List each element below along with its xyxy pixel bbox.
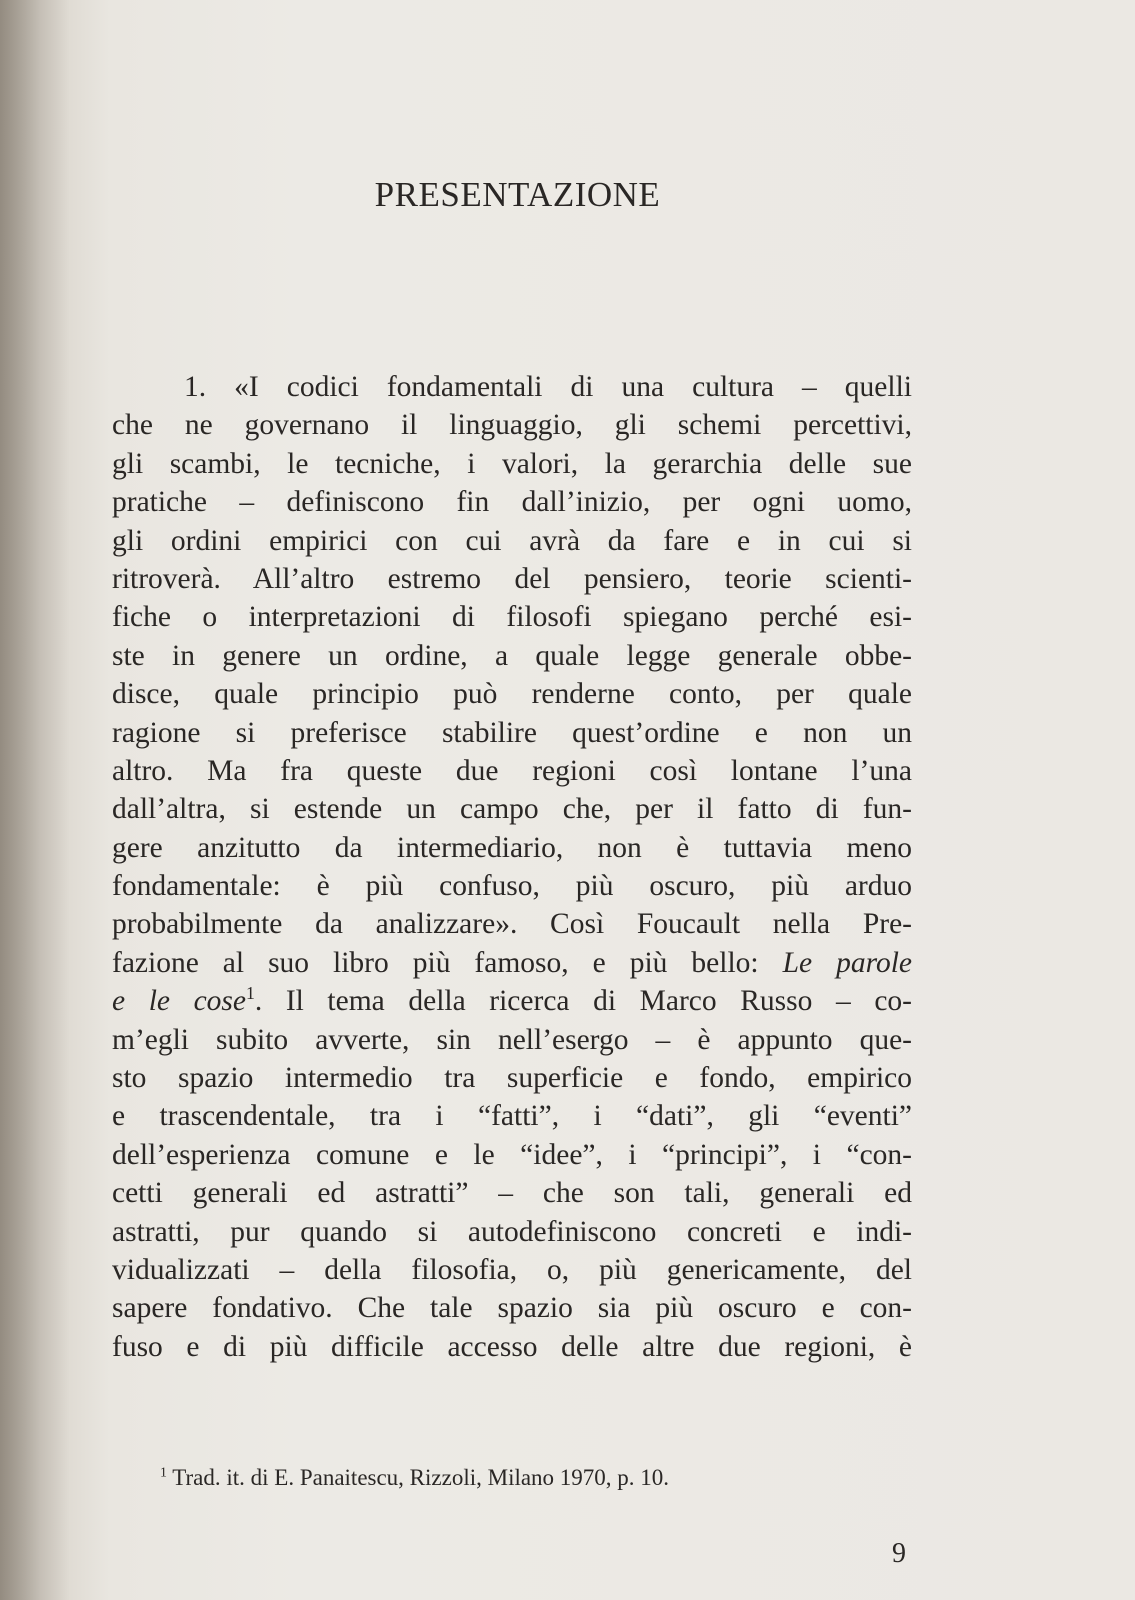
text-line: cetti generali ed astratti” – che son tali, generali ed <box>112 1177 912 1210</box>
text-line: m’egli subito avverte, sin nell’esergo – è appunto que- <box>112 1023 912 1056</box>
text-line: gli ordini empirici con cui avrà da fare e in cui si <box>112 524 912 557</box>
text-line: fondamentale: è più confuso, più oscuro, più arduo <box>112 870 912 903</box>
text-line <box>112 982 912 1020</box>
book-title-italic: e le cose <box>112 985 246 1018</box>
text-line: altro. Ma fra queste due regioni così lontane l’una <box>112 754 912 787</box>
page-title: PRESENTAZIONE <box>374 175 661 214</box>
text-line: fiche o interpretazioni di filosofi spiegano perché esi- <box>112 601 912 634</box>
text-line: ste in genere un ordine, a quale legge generale obbe- <box>112 639 912 672</box>
text-line: 1. «I codici fondamentali di una cultura – quelli <box>184 371 912 403</box>
text-line: gli scambi, le tecniche, i valori, la gerarchia delle sue <box>112 447 912 480</box>
text-line: dell’esperienza comune e le “idee”, i “principi”, i “con- <box>112 1138 912 1171</box>
footnote-marker: 1 <box>160 1464 167 1480</box>
text-line <box>112 944 912 982</box>
text-line: pratiche – definiscono fin dall’inizio, per ogni uomo, <box>112 486 912 519</box>
text-line: vidualizzati – della filosofia, o, più genericamente, del <box>112 1253 912 1286</box>
text-line: probabilmente da analizzare». Così Foucault nella Pre- <box>112 908 912 941</box>
text-segment: . Il tema della ricerca di Marco Russo – co- <box>254 985 912 1018</box>
footnote-text: Trad. it. di E. Panaitescu, Rizzoli, Milano 1970, p. 10. <box>172 1465 670 1490</box>
text-line: che ne governano il linguaggio, gli schemi percettivi, <box>112 409 912 442</box>
body-paragraph <box>112 368 912 1366</box>
text-line: ragione si preferisce stabilire quest’ordine e non un <box>112 716 912 749</box>
text-line: gere anzitutto da intermediario, non è tuttavia meno <box>112 831 912 864</box>
text-line: sto spazio intermedio tra superficie e fondo, empirico <box>112 1062 912 1095</box>
book-title-italic: Le parole <box>782 946 912 979</box>
text-line: fuso e di più difficile accesso delle altre due regioni, è <box>112 1330 912 1363</box>
page-number: 9 <box>892 1538 906 1569</box>
text-line: sapere fondativo. Che tale spazio sia più oscuro e con- <box>112 1292 912 1325</box>
footnote-ref: 1 <box>246 983 255 1004</box>
footnote <box>160 1465 669 1491</box>
text-line: ritroverà. All’altro estremo del pensiero, teorie scienti- <box>112 562 912 595</box>
text-line: astratti, pur quando si autodefiniscono concreti e indi- <box>112 1215 912 1248</box>
page-gutter-shadow <box>0 0 70 1600</box>
text-line: e trascendentale, tra i “fatti”, i “dati”, gli “eventi” <box>112 1100 912 1133</box>
text-line: dall’altra, si estende un campo che, per il fatto di fun- <box>112 793 912 826</box>
text-line: disce, quale principio può renderne conto, per quale <box>112 678 912 711</box>
text-segment: fazione al suo libro più famoso, e più bello: <box>112 946 759 979</box>
